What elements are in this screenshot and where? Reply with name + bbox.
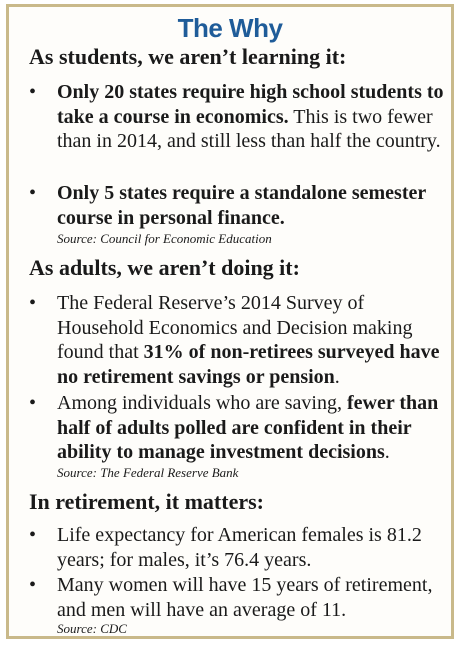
bullet-text: This is two fewer than in 2014, and still less than half the country. [57, 105, 441, 152]
section-heading-adults: As adults, we aren’t doing it: [29, 255, 300, 280]
source-note-cee: Source: Council for Economic Education [57, 231, 272, 246]
bullet-dot: • [29, 574, 37, 596]
bullet-text: Life expectancy for American females is 81.2 years; for males, it’s 76.4 years. [57, 524, 422, 571]
bullet-bold-text: Only 5 states require a standalone semester course in personal finance. [57, 182, 426, 229]
bullet-text: . [384, 441, 390, 463]
source-note-cdc: Source: CDC [57, 621, 127, 636]
bullet-bold-text: 31% of non-retirees surveyed have no retirement savings or pension [57, 341, 440, 388]
bullet-dot: • [29, 81, 37, 103]
bullet-bold-text: Only 20 states require high school students to take a course in economics. [57, 81, 444, 128]
bullet-dot: • [29, 524, 37, 546]
bullet-text: The Federal Reserve’s 2014 Survey of Household Economics and Decision making found that [57, 292, 413, 363]
bullet-text: Among individuals who are saving, [57, 392, 347, 414]
bullet-text: . [334, 365, 340, 388]
the-why-card [6, 4, 454, 639]
bullet-dot: • [29, 292, 37, 314]
bullet-text: Many women will have 15 years of retirement, and men will have an average of 11. [57, 574, 433, 621]
bullet-dot: • [29, 182, 37, 204]
source-note-fed: Source: The Federal Reserve Bank [57, 465, 239, 480]
bullet-dot: • [29, 392, 37, 414]
section-heading-students: As students, we aren’t learning it: [29, 44, 347, 69]
section-heading-retirement: In retirement, it matters: [29, 489, 264, 514]
bullet-bold-text: fewer than half of adults polled are confident in their ability to manage investment decisions [57, 392, 439, 463]
card-title: The Why [177, 13, 283, 43]
